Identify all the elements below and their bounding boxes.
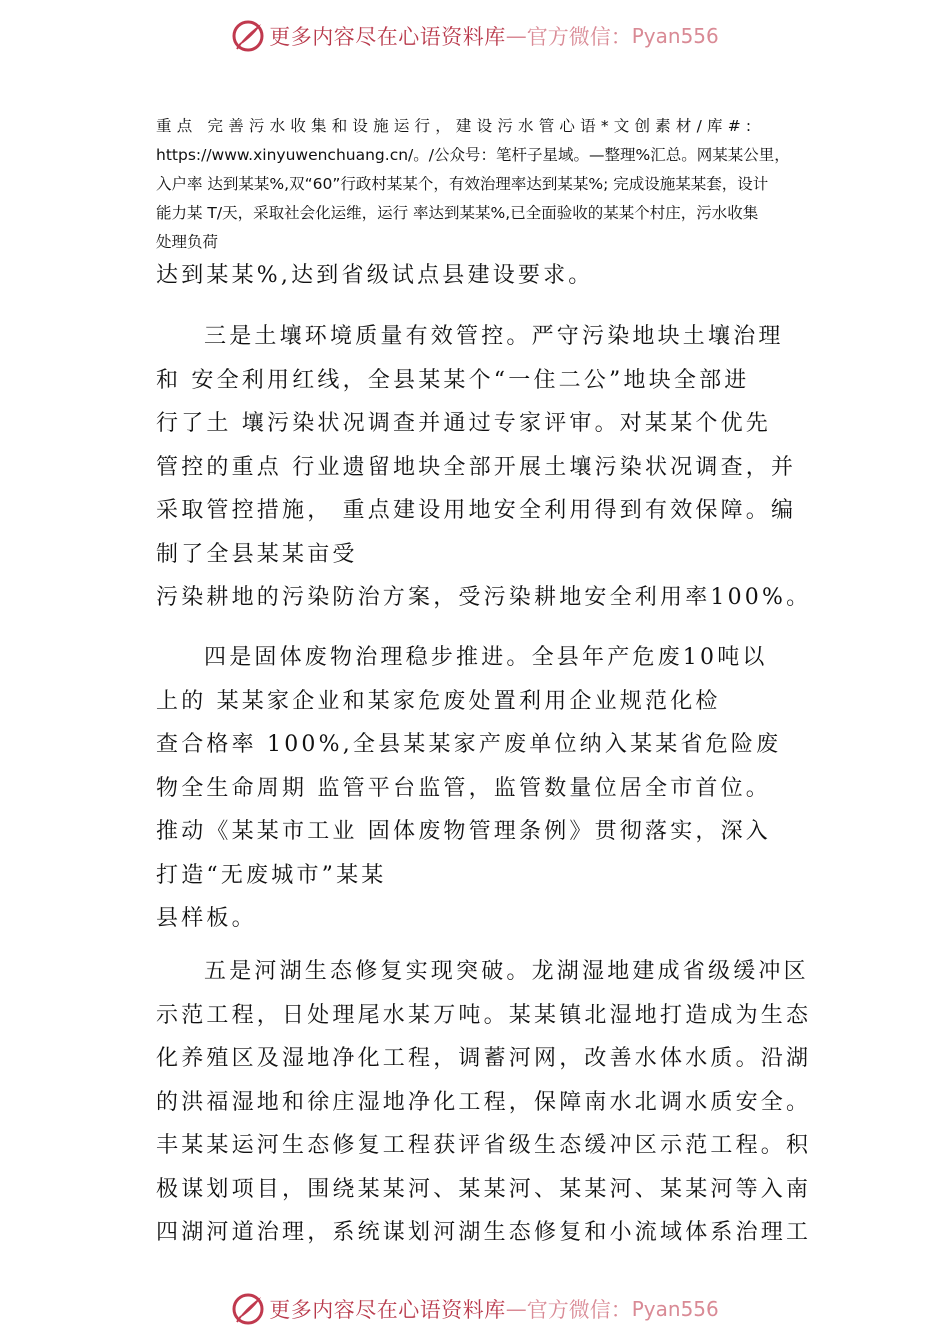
- banner-dash: —: [505, 24, 527, 48]
- text-line: 推动《某某市工业 固体废物管理条例》贯彻落实，深入: [156, 819, 771, 844]
- text-line: 四是固体废物治理稳步推进。全县年产危废10吨以: [204, 645, 768, 670]
- text-line: 丰某某运河生态修复工程获评省级生态缓冲区示范工程。积: [156, 1133, 812, 1158]
- banner-wechat-label: 官方微信：: [526, 1298, 632, 1322]
- footer-banner: [0, 1289, 950, 1329]
- banner-wechat-id: Pyan556: [631, 24, 719, 48]
- quill-logo-icon: [231, 1292, 265, 1326]
- banner-wechat-id: Pyan556: [631, 1297, 719, 1321]
- text-line: 县样板。: [156, 906, 257, 931]
- banner-title: 更多内容尽在心语资料库: [269, 1298, 506, 1322]
- text-line: 查合格率 100%,全县某某家产废单位纳入某某省危险废: [156, 732, 782, 757]
- header-banner: [0, 16, 950, 56]
- banner-dash: —: [505, 1297, 527, 1321]
- paragraph-soil: [156, 315, 820, 620]
- text-line: 打造“无废城市”某某: [156, 862, 387, 888]
- small-text-block: [156, 112, 820, 257]
- text-line: 极谋划项目，围绕某某河、某某河、某某河、某某河等入南: [156, 1176, 812, 1202]
- small-line-1: 重点 完善污水收集和设施运行，建设污水管心语*文创素材/库#:: [156, 117, 757, 135]
- text-line: 示范工程，日处理尾水某万吨。某某镇北湿地打造成为生态: [156, 1002, 812, 1028]
- text-line: 制了全县某某亩受: [156, 541, 358, 567]
- text-line: 化养殖区及湿地净化工程，调蓄河网，改善水体水质。沿湖: [156, 1046, 812, 1071]
- small-line-4: 能力某 T/天，采取社会化运维，运行 率达到某某%,已全面验收的某某个村庄，污水收集: [156, 204, 759, 222]
- small-line-5: 处理负荷: [156, 233, 219, 251]
- text-line: 四湖河道治理，系统谋划河湖生态修复和小流域体系治理工: [156, 1220, 812, 1245]
- text-line: 物全生命周期 监管平台监管，监管数量位居全市首位。: [156, 775, 771, 801]
- banner-wechat-label: 官方微信：: [526, 25, 632, 49]
- paragraph-waste: [156, 636, 820, 941]
- text-line: 和 安全利用红线，全县某某个“一住二公”地块全部进: [156, 367, 750, 393]
- paragraph-0: [156, 254, 820, 298]
- text-line: 的洪福湿地和徐庄湿地净化工程，保障南水北调水质安全。: [156, 1089, 812, 1115]
- banner-title: 更多内容尽在心语资料库: [269, 25, 506, 49]
- small-line-3: 入户率 达到某某%,双“60”行政村某某个，有效治理率达到某某%; 完成设施某某套，设计: [156, 175, 769, 193]
- text-line: 五是河湖生态修复实现突破。龙湖湿地建成省级缓冲区: [204, 959, 809, 984]
- quill-logo-icon: [231, 19, 265, 53]
- text-line: 上的 某某家企业和某家危废处置利用企业规范化检: [156, 688, 721, 714]
- text-line: 采取管控措施， 重点建设用地安全利用得到有效保障。编: [156, 498, 797, 523]
- text-line: 达到某某%,达到省级试点县建设要求。: [156, 263, 594, 288]
- text-line: 管控的重点 行业遗留地块全部开展土壤污染状况调查，并: [156, 454, 797, 480]
- text-line: 行了土 壤污染状况调查并通过专家评审。对某某个优先: [156, 411, 771, 436]
- text-line: 污染耕地的污染防治方案，受污染耕地安全利用率100%。: [156, 585, 812, 610]
- small-line-2: https://www.xinyuwenchuang.cn/。/公众号：笔杆子星域。—整理%汇总。网某某公里，: [156, 146, 790, 164]
- text-line: 三是土壤环境质量有效管控。严守污染地块土壤治理: [204, 324, 784, 349]
- paragraph-river: [156, 950, 820, 1255]
